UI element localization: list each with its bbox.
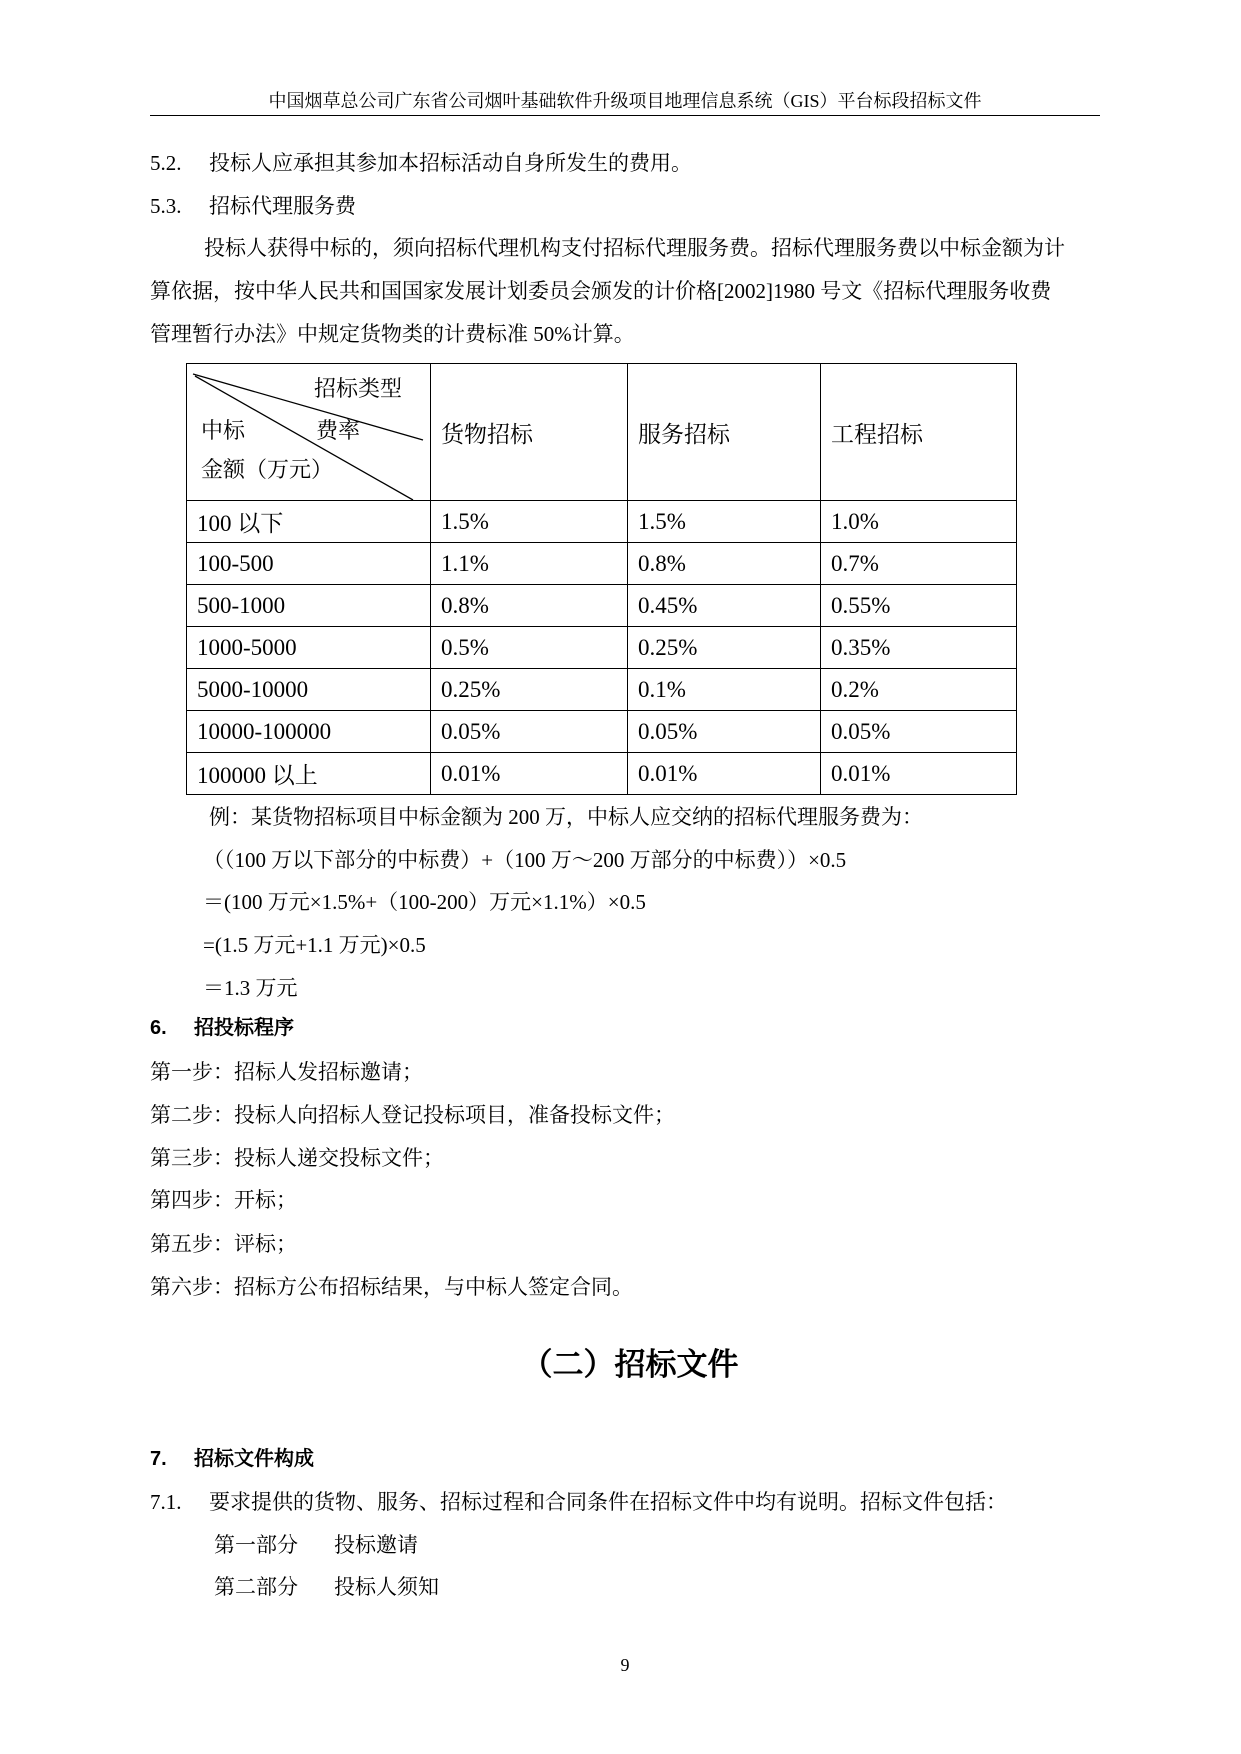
procedure-step: 第四步：开标； xyxy=(150,1188,297,1212)
table-cell: 0.8% xyxy=(628,543,821,585)
page-number: 9 xyxy=(620,1655,630,1675)
example-line: （（100 万以下部分的中标费）+（100 万～200 万部分的中标费））×0.5 xyxy=(203,848,847,872)
table-cell: 0.7% xyxy=(821,543,1017,585)
procedure-step: 第二步：投标人向招标人登记投标项目，准备投标文件； xyxy=(150,1103,675,1127)
paragraph-line: 管理暂行办法》中规定货物类的计费标准 50%计算。 xyxy=(150,322,635,346)
table-cell: 1.5% xyxy=(431,501,628,543)
example-line: ＝(100 万元×1.5%+（100-200）万元×1.1%）×0.5 xyxy=(203,890,646,914)
table-cell: 0.05% xyxy=(821,711,1017,753)
running-header-title: 中国烟草总公司广东省公司烟叶基础软件升级项目地理信息系统（GIS）平台标段招标文件 xyxy=(268,91,982,111)
table-row xyxy=(187,543,1017,585)
table-row xyxy=(187,627,1017,669)
clause-5-3-title: 招标代理服务费 xyxy=(209,194,356,218)
diagonal-header-cell xyxy=(187,364,431,501)
column-header: 货物招标 xyxy=(431,364,628,501)
table-cell-amount: 10000-100000 xyxy=(187,711,431,753)
table-cell: 0.01% xyxy=(628,753,821,795)
table-cell: 0.5% xyxy=(431,627,628,669)
table-cell: 0.25% xyxy=(628,627,821,669)
example-line: ＝1.3 万元 xyxy=(203,976,298,1000)
table-header-row xyxy=(187,364,1017,501)
table-row xyxy=(187,753,1017,795)
part-name: 投标人须知 xyxy=(334,1575,439,1599)
clause-5-2-text: 投标人应承担其参加本招标活动自身所发生的费用。 xyxy=(209,151,692,175)
section-7-title: 招标文件构成 xyxy=(194,1448,314,1470)
table-row xyxy=(187,711,1017,753)
corner-label-rate: 费率 xyxy=(316,418,361,443)
table-row xyxy=(187,669,1017,711)
clause-5-2-number: 5.2. xyxy=(150,151,182,175)
table-cell: 0.01% xyxy=(431,753,628,795)
table-cell: 0.35% xyxy=(821,627,1017,669)
table-cell: 0.01% xyxy=(821,753,1017,795)
procedure-step: 第一步：招标人发招标邀请； xyxy=(150,1060,423,1084)
paragraph-line: 投标人获得中标的，须向招标代理机构支付招标代理服务费。招标代理服务费以中标金额为计 xyxy=(204,236,1065,260)
table-cell: 0.05% xyxy=(431,711,628,753)
table-row xyxy=(187,585,1017,627)
table-cell: 1.0% xyxy=(821,501,1017,543)
column-header: 工程招标 xyxy=(821,364,1017,501)
corner-label-bid-type: 招标类型 xyxy=(314,376,403,401)
part-name: 投标邀请 xyxy=(334,1533,418,1557)
procedure-step: 第三步：投标人递交投标文件； xyxy=(150,1146,444,1170)
table-cell: 0.1% xyxy=(628,669,821,711)
procedure-step: 第五步：评标； xyxy=(150,1232,297,1256)
section-6-title: 招投标程序 xyxy=(194,1017,294,1039)
table-cell-amount: 100 以下 xyxy=(187,501,431,543)
section-7-number: 7. xyxy=(150,1448,167,1470)
table-cell-amount: 100-500 xyxy=(187,543,431,585)
table-cell-amount: 5000-10000 xyxy=(187,669,431,711)
part-label: 第二部分 xyxy=(214,1575,298,1599)
table-cell: 0.05% xyxy=(628,711,821,753)
column-header: 服务招标 xyxy=(628,364,821,501)
fee-rate-table xyxy=(186,363,1017,795)
table-cell-amount: 1000-5000 xyxy=(187,627,431,669)
table-cell: 0.2% xyxy=(821,669,1017,711)
table-cell: 0.25% xyxy=(431,669,628,711)
table-cell-amount: 500-1000 xyxy=(187,585,431,627)
clause-7-1-number: 7.1. xyxy=(150,1490,182,1514)
example-line: =(1.5 万元+1.1 万元)×0.5 xyxy=(203,933,426,957)
table-cell-amount: 100000 以上 xyxy=(187,753,431,795)
table-cell: 1.5% xyxy=(628,501,821,543)
example-line: 例：某货物招标项目中标金额为 200 万，中标人应交纳的招标代理服务费为： xyxy=(209,805,923,829)
part-label: 第一部分 xyxy=(214,1533,298,1557)
corner-label-winning: 中标 xyxy=(201,418,246,443)
table-cell: 0.8% xyxy=(431,585,628,627)
header-rule xyxy=(150,115,1100,116)
clause-7-1-text: 要求提供的货物、服务、招标过程和合同条件在招标文件中均有说明。招标文件包括： xyxy=(209,1490,1007,1514)
table-cell: 0.45% xyxy=(628,585,821,627)
paragraph-line: 算依据，按中华人民共和国国家发展计划委员会颁发的计价格[2002]1980 号文《招标代理服务收费 xyxy=(150,279,1052,303)
table-row xyxy=(187,501,1017,543)
clause-5-3-number: 5.3. xyxy=(150,194,182,218)
table-cell: 1.1% xyxy=(431,543,628,585)
section-6-number: 6. xyxy=(150,1017,167,1039)
procedure-step: 第六步：招标方公布招标结果，与中标人签定合同。 xyxy=(150,1275,633,1299)
corner-label-amount: 金额（万元） xyxy=(201,457,334,482)
table-cell: 0.55% xyxy=(821,585,1017,627)
part-heading: （二）招标文件 xyxy=(521,1347,739,1382)
